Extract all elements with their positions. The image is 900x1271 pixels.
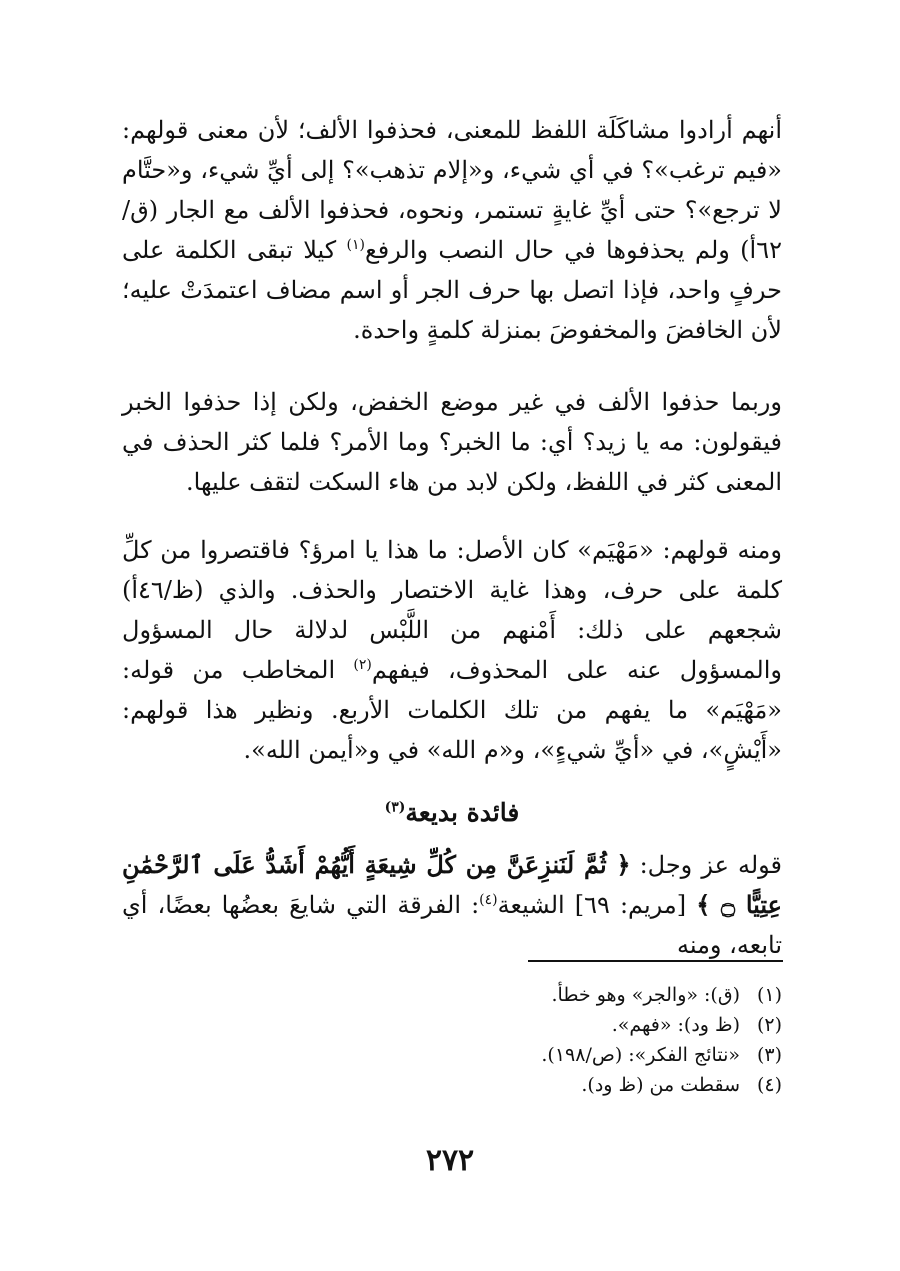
section-heading-text: فائدة بديعة (405, 798, 520, 827)
footnote-mark-3: (٣) (384, 799, 406, 816)
footnote-number: (١) (756, 984, 782, 1006)
paragraph-3-text (122, 530, 782, 770)
footnote-divider (528, 960, 783, 962)
paragraph-4 (122, 845, 782, 965)
footnote-mark-1: (١) (346, 237, 366, 253)
footnote-number: (٢) (756, 1014, 782, 1036)
footnote-text: سقطت من (ظ ود). (581, 1074, 740, 1096)
footnote-2 (122, 1010, 782, 1040)
footnote-1 (122, 980, 782, 1010)
paragraph-1-text (122, 110, 782, 350)
paragraph-4-text (122, 845, 782, 965)
footnote-text: «نتائج الفكر»: (ص/١٩٨). (541, 1044, 740, 1066)
verse-intro: قوله عز وجل: (630, 851, 782, 879)
paragraph-1 (122, 110, 782, 350)
verse-reference: [مريم: ٦٩] (564, 891, 697, 919)
footnote-text: (ق): «والجر» وهو خطأ. (551, 984, 740, 1006)
footnote-mark-2: (٢) (353, 657, 372, 673)
paragraph-1-part-2: كيلا تبقى الكلمة على حرفٍ واحد، فإذا اتصل بها حرف الجر أو اسم مضاف اعتمدَتْ عليه؛ لأن الخافضَ والمخفوضَ بمنزلة كلمةٍ واحدة. (122, 236, 782, 344)
footnote-number: (٣) (756, 1044, 782, 1066)
paragraph-1-part-1: أنهم أرادوا مشاكَلَة اللفظ للمعنى، فحذفوا الألف؛ لأن معنى قولهم: «فيم ترغب»؟ في أي شيء، و«إلام تذهب»؟ إلى أيِّ شيء، و«حتَّام لا ترجع»؟ حتى أيِّ غايةٍ تستمر، ونحوه، فحذفوا الألف مع الجار (ق/٦٢أ) ولم يحذفوها في حال النصب والرفع (122, 116, 782, 264)
shia-word: الشيعة (497, 891, 565, 919)
footnote-number: (٤) (756, 1074, 782, 1096)
page-number: ٢٧٢ (425, 1143, 475, 1178)
section-heading (122, 793, 782, 833)
paragraph-2 (122, 382, 782, 502)
footnote-4 (122, 1070, 782, 1100)
footnote-3 (122, 1040, 782, 1070)
footnote-mark-4: (٤) (479, 892, 498, 908)
footnotes (122, 980, 782, 1100)
paragraph-2-text: وربما حذفوا الألف في غير موضع الخفض، ولكن إذا حذفوا الخبر فيقولون: مه يا زيد؟ أي: ما الخبر؟ وما الأمر؟ فلما كثر الحذف في المعنى كثر في اللفظ، ولكن لابد من هاء السكت لتقف عليها. (122, 388, 782, 496)
paragraph-3-part-1: ومنه قولهم: «مَهْيَم» كان الأصل: ما هذا يا امرؤ؟ فاقتصروا من كلِّ كلمة على حرف، وهذا غاية الاختصار والحذف. والذي (ظ/٤٦أ) شجعهم على ذلك: أَمْنهم من اللَّبْس لدلالة حال المسؤول والمسؤول عنه على المحذوف، فيفهم (122, 536, 782, 684)
paragraph-3-part-2: المخاطب من قوله: «مَهْيَم» ما يفهم من تلك الكلمات الأربع. ونظير هذا قولهم: «أَيْشٍ»، في «أيِّ شيءٍ»، و«م الله» في و«أيمن الله». (122, 656, 782, 764)
verse-explanation: : الفرقة التي شايعَ بعضُها بعضًا، أي تابعه، ومنه (122, 891, 782, 959)
quran-verse: ﴿ ثُمَّ لَنَنزِعَنَّ مِن كُلِّ شِيعَةٍ أَيُّهُمْ أَشَدُّ عَلَى ٱلرَّحْمَٰنِ عِتِيًّا ۝ ﴾ (122, 850, 782, 919)
paragraph-3 (122, 530, 782, 770)
footnote-text: (ظ ود): «فهم». (611, 1014, 740, 1036)
